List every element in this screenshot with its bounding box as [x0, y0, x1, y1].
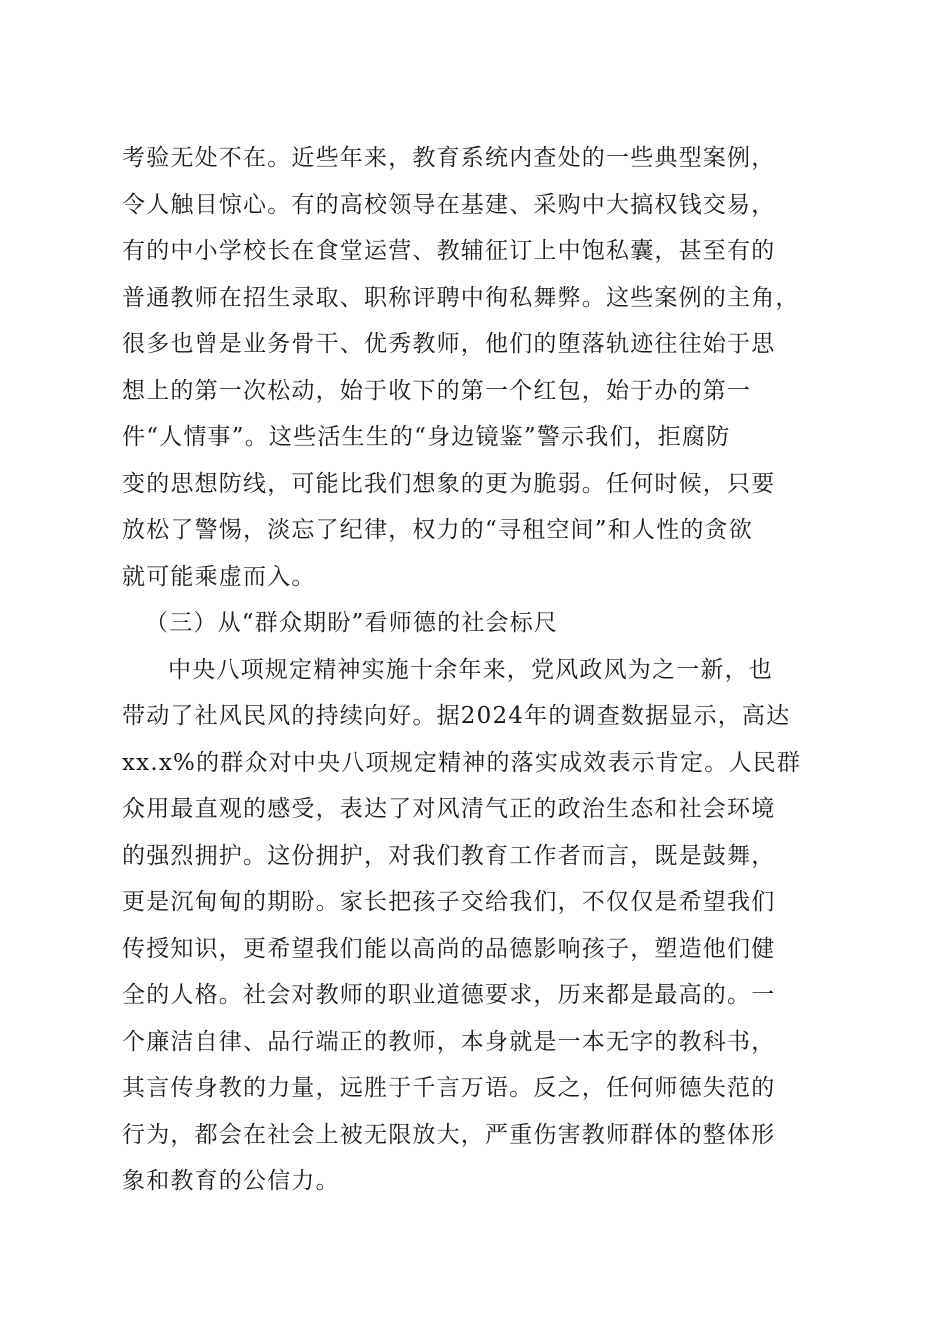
paragraph-1-line-2: 令人触目惊心。有的高校领导在基建、采购中大搞权钱交易，: [122, 191, 776, 218]
paragraph-2-line-3: xx.x%的群众对中央八项规定精神的落实成效表示肯定。人民群: [122, 749, 802, 776]
paragraph-1-line-9: 放松了警惕，淡忘了纪律，权力的“寻租空间”和人性的贪欲: [122, 517, 753, 543]
paragraph-2-line-2: 带动了社风民风的持续向好。据2024年的调查数据显示，高达: [122, 703, 791, 729]
paragraph-2-line-11: 行为，都会在社会上被无限放大，严重伤害教师群体的整体形: [122, 1121, 776, 1148]
paragraph-2-line-6: 更是沉甸甸的期盼。家长把孩子交给我们，不仅仅是希望我们: [122, 889, 776, 915]
paragraph-2-line-9: 个廉洁自律、品行端正的教师，本身就是一本无字的教科书，: [122, 1028, 776, 1055]
paragraph-2-line-10: 其言传身教的力量，远胜于千言万语。反之，任何师德失范的: [122, 1075, 776, 1101]
paragraph-1-line-6: 想上的第一次松动，始于收下的第一个红包，始于办的第一: [122, 377, 752, 404]
paragraph-1-line-1: 考验无处不在。近些年来，教育系统内查处的一些典型案例，: [122, 145, 776, 171]
paragraph-1-line-10: 就可能乘虚而入。: [122, 563, 316, 590]
section-heading: （三）从“群众期盼”看师德的社会标尺: [145, 610, 559, 636]
document-body: [122, 135, 834, 1205]
paragraph-2-line-8: 全的人格。社会对教师的职业道德要求，历来都是最高的。一: [122, 982, 776, 1008]
paragraph-2-line-7: 传授知识，更希望我们能以高尚的品德影响孩子，塑造他们健: [122, 935, 776, 962]
paragraph-2-line-12: 象和教育的公信力。: [122, 1168, 340, 1194]
paragraph-1-line-4: 普通教师在招生录取、职称评聘中徇私舞弊。这些案例的主角，: [122, 284, 800, 311]
paragraph-1-line-5: 很多也曾是业务骨干、优秀教师，他们的堕落轨迹往往始于思: [122, 331, 776, 357]
paragraph-1-line-8: 变的思想防线，可能比我们想象的更为脆弱。任何时候，只要: [122, 470, 776, 497]
paragraph-2-line-4: 众用最直观的感受，表达了对风清气正的政治生态和社会环境: [122, 796, 776, 822]
paragraph-2-line-5: 的强烈拥护。这份拥护，对我们教育工作者而言，既是鼓舞，: [122, 842, 776, 869]
paragraph-2-line-1: 中央八项规定精神实施十余年来，党风政风为之一新，也: [168, 656, 773, 683]
paragraph-1-line-3: 有的中小学校长在食堂运营、教辅征订上中饱私囊，甚至有的: [122, 238, 776, 264]
paragraph-1-line-7: 件“人情事”。这些活生生的“身边镜鉴”警示我们，拒腐防: [122, 424, 731, 450]
